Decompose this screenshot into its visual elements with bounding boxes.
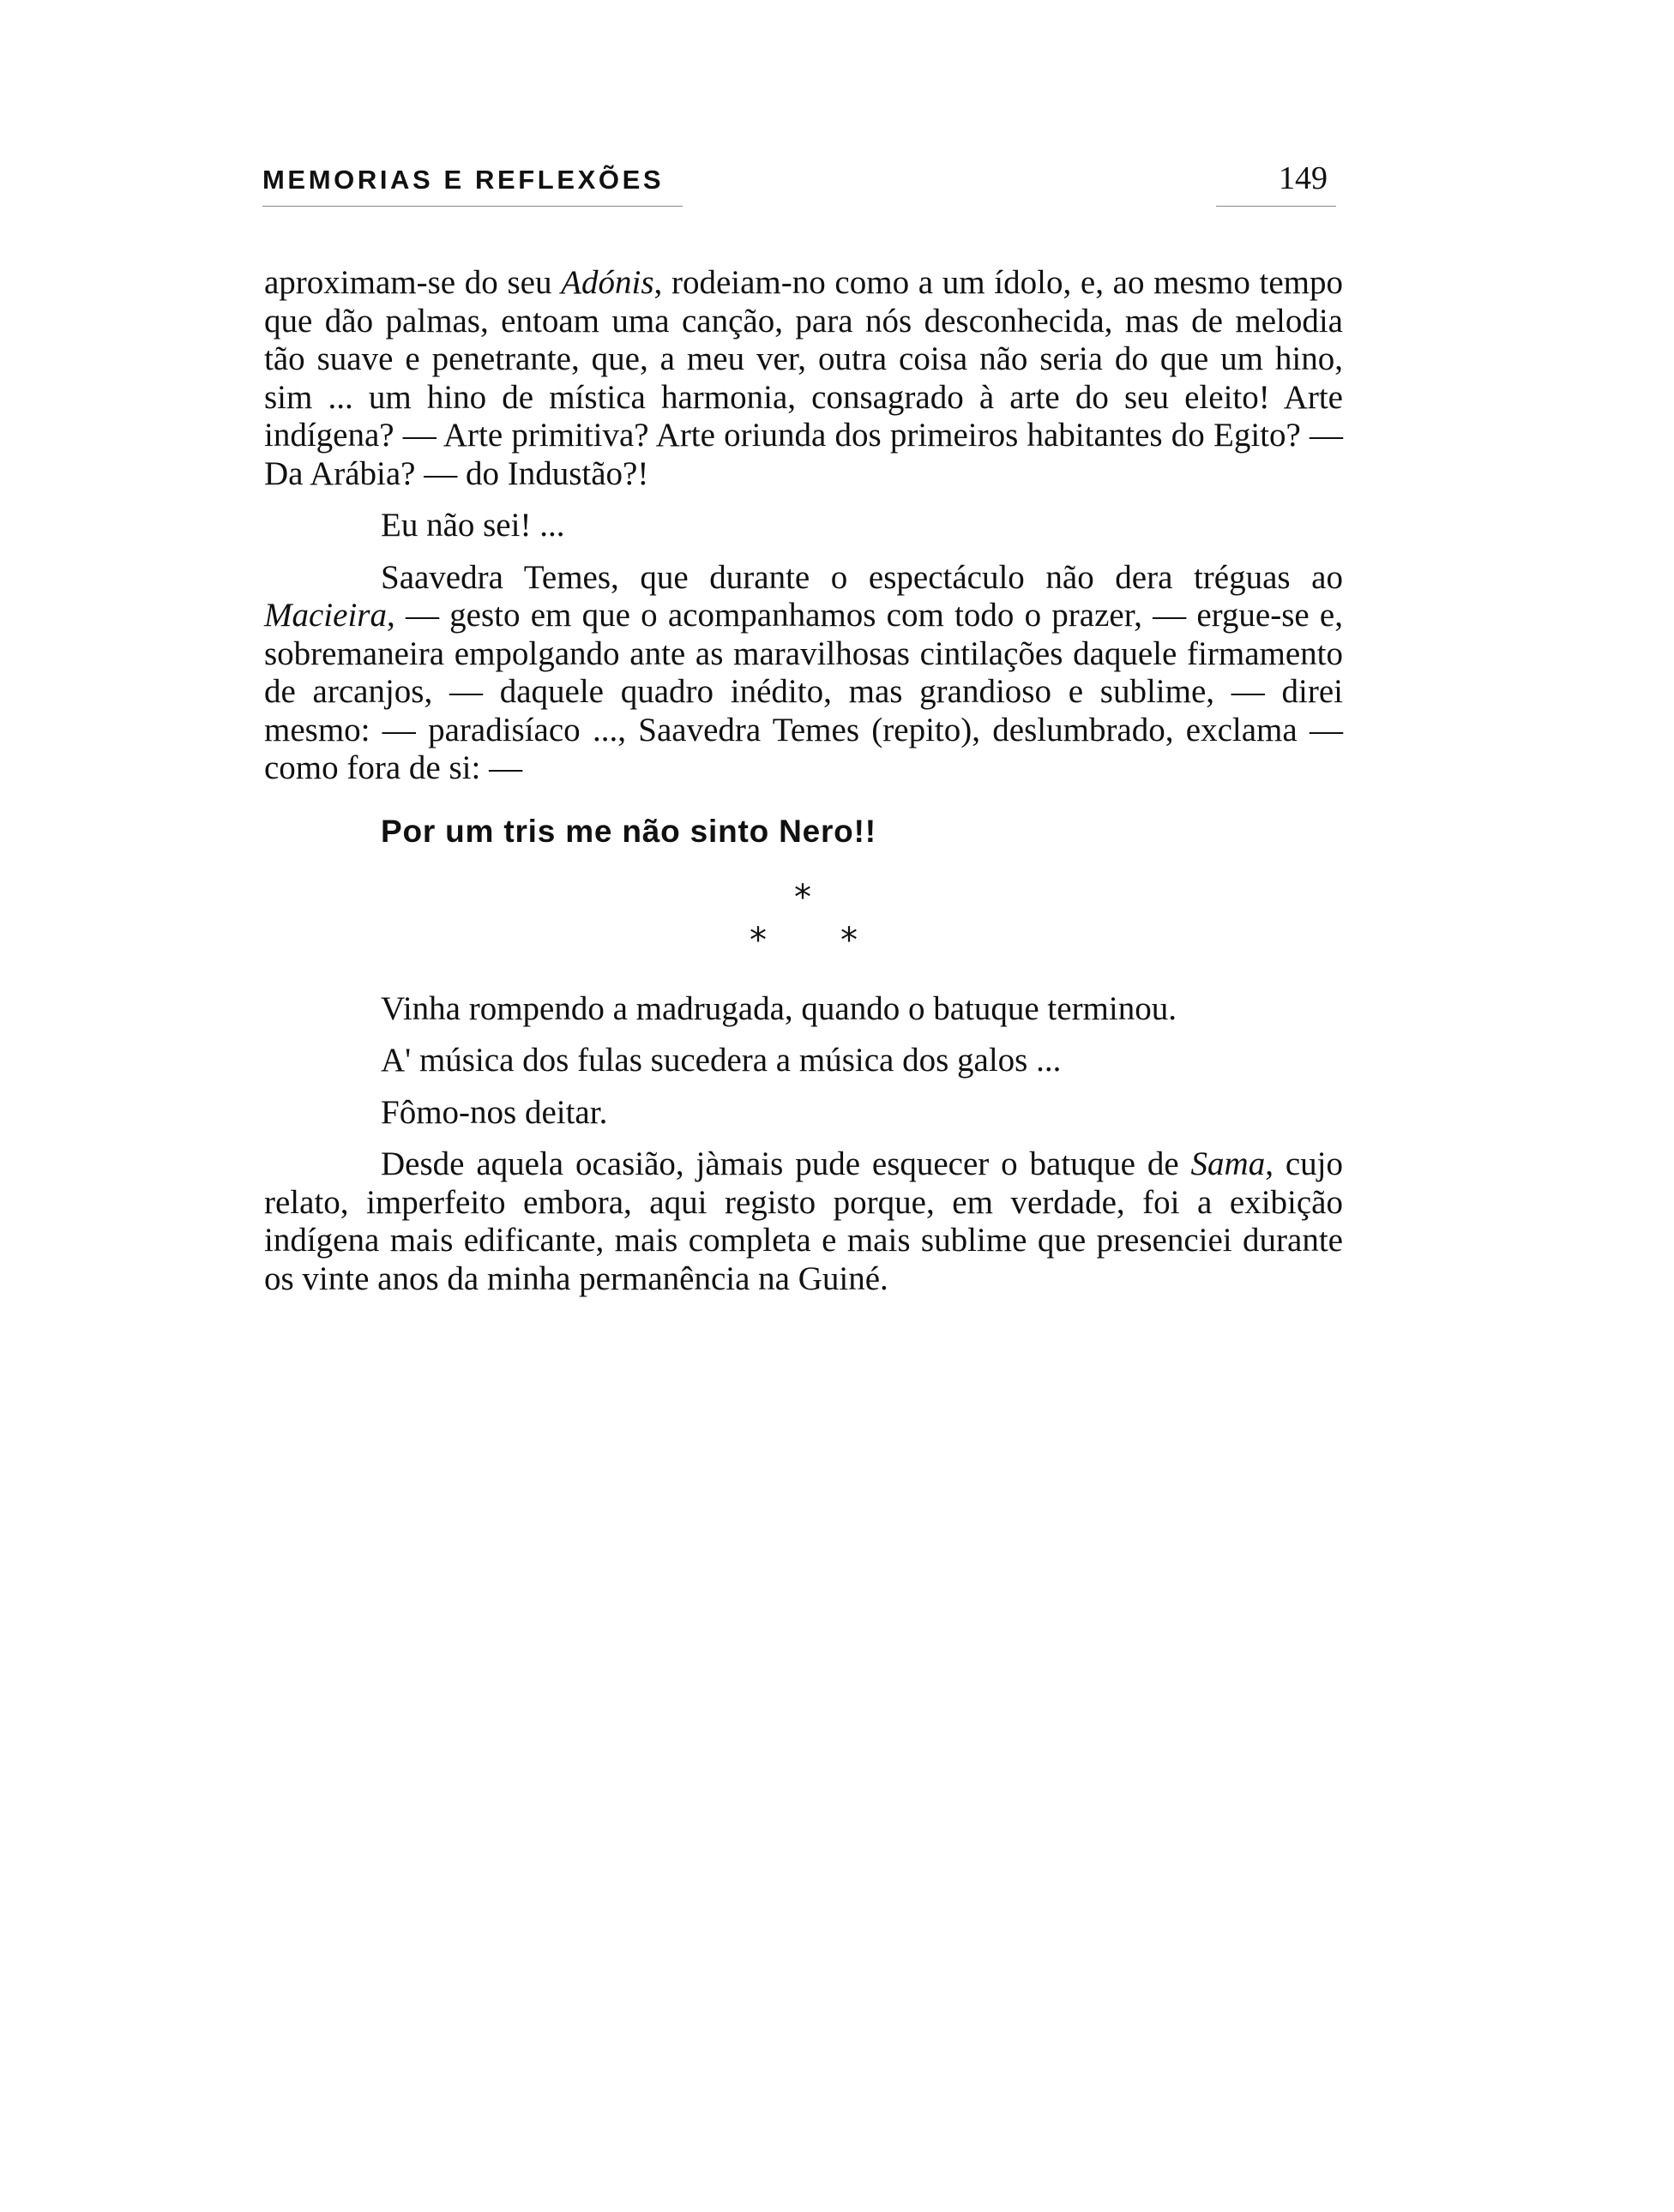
page-number: 149: [1279, 160, 1328, 196]
asterisk-icon: *: [750, 920, 767, 960]
italic-name-adonis: Adónis: [561, 264, 654, 301]
running-title: MEMORIAS E REFLEXÕES: [262, 165, 665, 195]
asterism-separator: [264, 862, 1343, 990]
paragraph-3: Saavedra Temes, que durante o espectáculo não dera tréguas ao Macieira, — gesto em que o acompanhamos com todo o prazer, — ergue-se e, sobremaneira empolgando ante as maravilhosas cintilações daquele firmamento de arcanjos, — daquele quadro inédito, mas grandioso e sublime, — direi mesmo: — paradisíaco ..., Saavedra Temes (repito), deslumbrado, exclama — como fora de si: —: [264, 558, 1343, 786]
body-text: [264, 264, 1343, 1298]
italic-name-sama: Sama: [1190, 1145, 1266, 1182]
paragraph-2: Eu não sei! ...: [381, 507, 565, 544]
exclamation-line: Por um tris me não sinto Nero!!: [381, 813, 876, 849]
asterisk-icon: *: [840, 920, 858, 960]
header-rule-right: [1216, 206, 1336, 207]
paragraph-5: A' música dos fulas sucedera a música dos galos ...: [381, 1042, 1062, 1079]
asterisk-icon: *: [794, 877, 811, 917]
header-rule-left: [262, 206, 683, 207]
paragraph-7: Desde aquela ocasião, jàmais pude esquecer o batuque de Sama, cujo relato, imperfeito embora, aqui registo porque, em verdade, foi a exibição indígena mais edificante, mais completa e mais sublime que presenciei durante os vinte anos da minha permanência na Guiné.: [264, 1145, 1343, 1297]
paragraph-1: aproximam-se do seu Adónis, rodeiam-no como a um ídolo, e, ao mesmo tempo que dão palmas, entoam uma canção, para nós desconhecida, mas de melodia tão suave e penetrante, que, a meu ver, outra coisa não seria do que um hino, sim ... um hino de mística harmonia, consagrado à arte do seu eleito! Arte indígena? — Arte primitiva? Arte oriunda dos primeiros habitantes do Egito? — Da Arábia? — do Industão?!: [264, 264, 1343, 492]
italic-name-macieira: Macieira: [264, 597, 387, 634]
paragraph-4: Vinha rompendo a madrugada, quando o batuque terminou.: [381, 989, 1177, 1027]
paragraph-6: Fômo-nos deitar.: [381, 1093, 608, 1131]
page-header: [262, 160, 1336, 211]
